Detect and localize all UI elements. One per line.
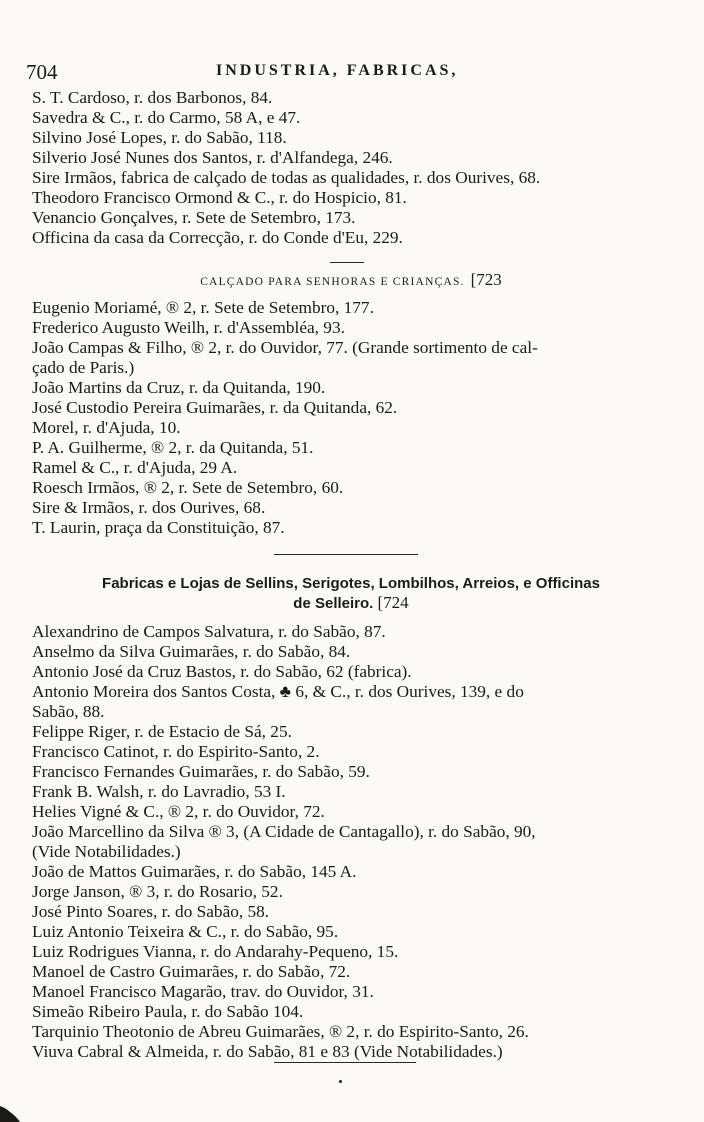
list-item: Theodoro Francisco Ormond & C., r. do Hospicio, 81. bbox=[32, 188, 407, 207]
section-divider bbox=[274, 554, 418, 555]
list-item: T. Laurin, praça da Constituição, 87. bbox=[32, 518, 285, 537]
list-item: Felippe Riger, r. de Estacio de Sá, 25. bbox=[32, 722, 292, 741]
list-item: Helies Vigné & C., ® 2, r. do Ouvidor, 72. bbox=[32, 802, 325, 821]
list-item: Silvino José Lopes, r. do Sabão, 118. bbox=[32, 128, 287, 147]
list-item: Ramel & C., r. d'Ajuda, 29 A. bbox=[32, 458, 238, 477]
list-item: José Custodio Pereira Guimarães, r. da Quitanda, 62. bbox=[32, 398, 398, 417]
list-item: Officina da casa da Correcção, r. do Conde d'Eu, 229. bbox=[32, 228, 403, 247]
list-item: João Martins da Cruz, r. da Quitanda, 190. bbox=[32, 378, 326, 397]
list-item: João de Mattos Guimarães, r. do Sabão, 145 A. bbox=[32, 862, 357, 881]
list-item: Luiz Rodrigues Vianna, r. do Andarahy-Pequeno, 15. bbox=[32, 942, 399, 961]
list-item: Jorge Janson, ® 3, r. do Rosario, 52. bbox=[32, 882, 283, 901]
list-item: Anselmo da Silva Guimarães, r. do Sabão, 84. bbox=[32, 642, 351, 661]
list-item: Francisco Fernandes Guimarães, r. do Sabão, 59. bbox=[32, 762, 370, 781]
page-corner-stain-icon bbox=[0, 1096, 26, 1122]
section-number: [724 bbox=[377, 593, 409, 612]
entry-continuation: çado de Paris.) bbox=[32, 358, 135, 377]
list-item: Eugenio Moriamé, ® 2, r. Sete de Setembro, 177. bbox=[32, 298, 374, 317]
list-item: Manoel Francisco Magarão, trav. do Ouvidor, 31. bbox=[32, 982, 374, 1001]
entries-sellins bbox=[32, 622, 670, 1062]
entry-continuation: Sabão, 88. bbox=[32, 702, 105, 721]
list-item: Roesch Irmãos, ® 2, r. Sete de Setembro, 60. bbox=[32, 478, 344, 497]
section-title: CALÇADO PARA SENHORAS E CRIANÇAS. bbox=[200, 276, 465, 288]
list-item: Luiz Antonio Teixeira & C., r. do Sabão, 95. bbox=[32, 922, 339, 941]
list-item: José Pinto Soares, r. do Sabão, 58. bbox=[32, 902, 270, 921]
list-item: Alexandrino de Campos Salvatura, r. do Sabão, 87. bbox=[32, 622, 386, 641]
list-item: Manoel de Castro Guimarães, r. do Sabão, 72. bbox=[32, 962, 351, 981]
section-title-line2 bbox=[32, 593, 670, 613]
entry-text: Antonio Moreira dos Santos Costa, ♣ 6, & C., r. dos Ourives, 139, e do bbox=[32, 682, 524, 701]
section-divider bbox=[274, 1062, 416, 1063]
section-heading-calcado bbox=[32, 270, 670, 290]
page-number: 704 bbox=[26, 60, 58, 84]
list-item: Venancio Gonçalves, r. Sete de Setembro, 173. bbox=[32, 208, 356, 227]
entries-top bbox=[32, 88, 670, 248]
section-title-cont: de Selleiro. bbox=[293, 595, 374, 612]
entries-calcado bbox=[32, 298, 670, 538]
list-item bbox=[32, 338, 670, 378]
running-title: INDUSTRIA, FABRICAS, bbox=[216, 62, 459, 79]
section-title: Fabricas e Lojas de Sellins, Serigotes, Lombilhos, Arreios, e Officinas bbox=[102, 575, 600, 592]
list-item: Frederico Augusto Weilh, r. d'Assembléa, 93. bbox=[32, 318, 345, 337]
list-item: Sire Irmãos, fabrica de calçado de todas as qualidades, r. dos Ourives, 68. bbox=[32, 168, 541, 187]
list-item: Simeão Ribeiro Paula, r. do Sabão 104. bbox=[32, 1002, 304, 1021]
list-item: Morel, r. d'Ajuda, 10. bbox=[32, 418, 181, 437]
list-item: Viuva Cabral & Almeida, r. do Sabão, 81 e 83 (Vide Notabilidades.) bbox=[32, 1042, 503, 1061]
section-heading-sellins bbox=[32, 574, 670, 613]
entry-text: João Campas & Filho, ® 2, r. do Ouvidor, 77. (Grande sortimento de cal- bbox=[32, 338, 538, 357]
entry-text: João Marcellino da Silva ® 3, (A Cidade de Cantagallo), r. do Sabão, 90, bbox=[32, 822, 536, 841]
list-item: Tarquinio Theotonio de Abreu Guimarães, ® 2, r. do Espirito-Santo, 26. bbox=[32, 1022, 529, 1041]
list-item: Savedra & C., r. do Carmo, 58 A, e 47. bbox=[32, 108, 301, 127]
list-item: P. A. Guilherme, ® 2, r. da Quitanda, 51. bbox=[32, 438, 314, 457]
list-item bbox=[32, 682, 670, 722]
page-header bbox=[26, 60, 658, 84]
list-item: S. T. Cardoso, r. dos Barbonos, 84. bbox=[32, 88, 273, 107]
separator-rule bbox=[330, 262, 364, 263]
entry-continuation: (Vide Notabilidades.) bbox=[32, 842, 181, 861]
list-item bbox=[32, 822, 670, 862]
list-item: Francisco Catinot, r. do Espirito-Santo, 2. bbox=[32, 742, 320, 761]
list-item: Sire & Irmãos, r. dos Ourives, 68. bbox=[32, 498, 266, 517]
list-item: Silverio José Nunes dos Santos, r. d'Alfandega, 246. bbox=[32, 148, 393, 167]
section-number: [723 bbox=[470, 270, 502, 289]
ornament-dot bbox=[339, 1080, 342, 1083]
list-item: Antonio José da Cruz Bastos, r. do Sabão, 62 (fabrica). bbox=[32, 662, 412, 681]
list-item: Frank B. Walsh, r. do Lavradio, 53 I. bbox=[32, 782, 286, 801]
